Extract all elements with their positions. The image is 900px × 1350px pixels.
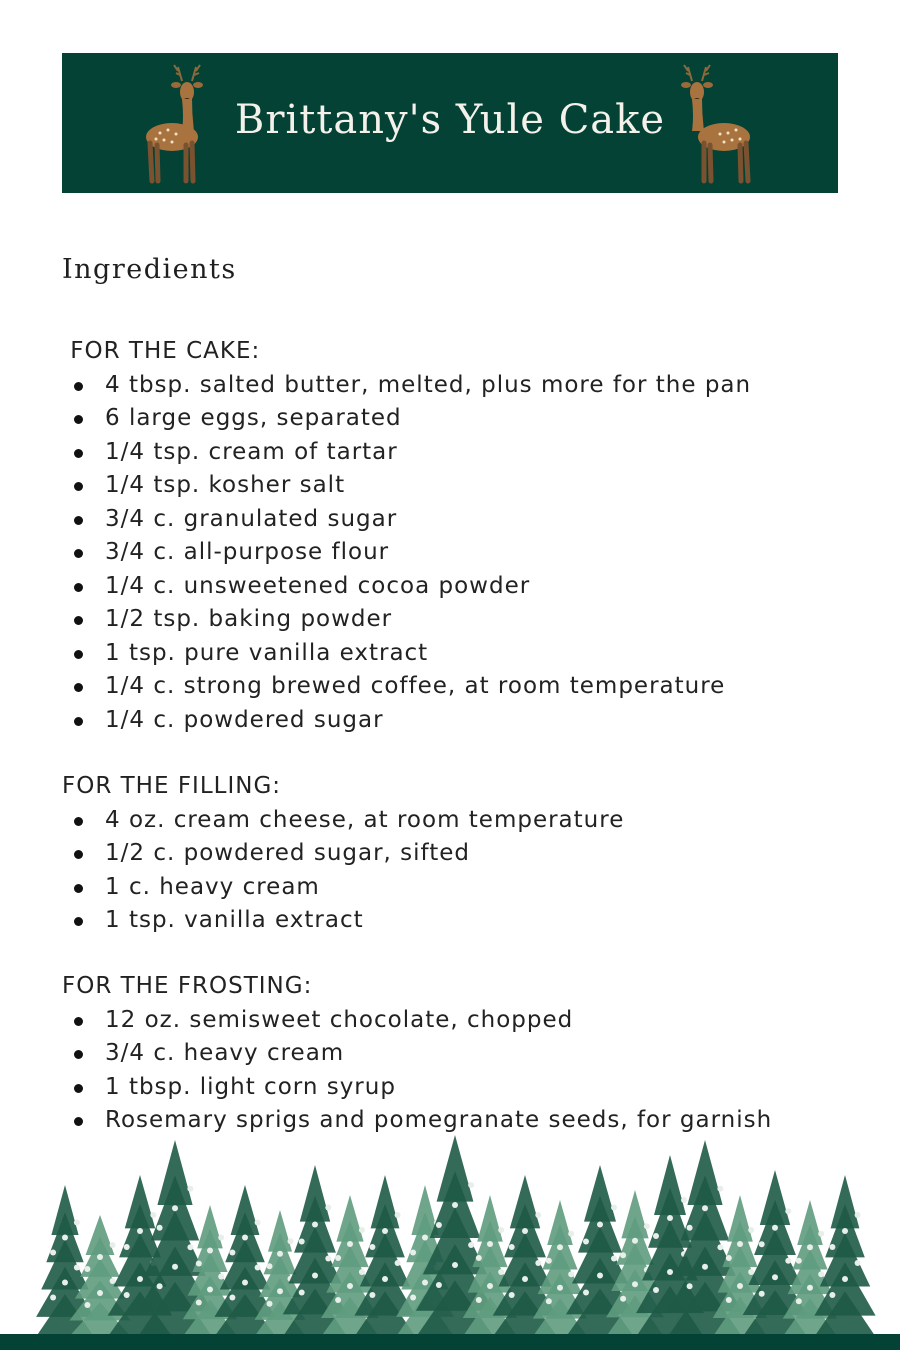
list-item: 4 tbsp. salted butter, melted, plus more for the pan — [62, 369, 862, 403]
list-item: 1/2 tsp. baking powder — [62, 603, 862, 637]
list-item: 1 tsp. vanilla extract — [62, 904, 862, 938]
ingredients-heading: Ingredients — [62, 254, 237, 285]
section-filling — [62, 770, 862, 938]
list-item: 1/4 c. powdered sugar — [62, 704, 862, 738]
section-label: FOR THE FILLING: — [62, 773, 282, 799]
section-label: FOR THE FROSTING: — [62, 973, 313, 999]
list-item: 1 tsp. pure vanilla extract — [62, 637, 862, 671]
bullet-icon — [74, 382, 83, 391]
bullet-icon — [74, 1084, 83, 1093]
bullet-icon — [74, 583, 83, 592]
title-banner — [62, 53, 838, 193]
list-item: 1/2 c. powdered sugar, sifted — [62, 837, 862, 871]
bullet-icon — [74, 850, 83, 859]
recipe-title: Brittany's Yule Cake — [234, 97, 666, 143]
bullet-icon — [74, 683, 83, 692]
list-item: 6 large eggs, separated — [62, 402, 862, 436]
list-item: 1/4 c. strong brewed coffee, at room temperature — [62, 670, 862, 704]
ingredient-list — [62, 369, 862, 738]
bullet-icon — [74, 516, 83, 525]
list-item: 1 c. heavy cream — [62, 871, 862, 905]
bullet-icon — [74, 1117, 83, 1126]
list-item: 1/4 tsp. cream of tartar — [62, 436, 862, 470]
list-item: 1 tbsp. light corn syrup — [62, 1071, 862, 1105]
footer-bar — [0, 1334, 900, 1350]
bullet-icon — [74, 717, 83, 726]
bullet-icon — [74, 1050, 83, 1059]
list-item: 3/4 c. all-purpose flour — [62, 536, 862, 570]
list-item: 12 oz. semisweet chocolate, chopped — [62, 1004, 862, 1038]
bullet-icon — [74, 884, 83, 893]
section-label: FOR THE CAKE: — [62, 338, 261, 364]
list-item: 1/4 tsp. kosher salt — [62, 469, 862, 503]
bullet-icon — [74, 917, 83, 926]
section-cake — [62, 335, 862, 737]
section-frosting — [62, 970, 862, 1138]
bullet-icon — [74, 415, 83, 424]
list-item: Rosemary sprigs and pomegranate seeds, for garnish — [62, 1104, 862, 1138]
bullet-icon — [74, 482, 83, 491]
bullet-icon — [74, 817, 83, 826]
ingredient-list — [62, 804, 862, 938]
list-item: 3/4 c. heavy cream — [62, 1037, 862, 1071]
bullet-icon — [74, 549, 83, 558]
list-item: 1/4 c. unsweetened cocoa powder — [62, 570, 862, 604]
bullet-icon — [74, 1017, 83, 1026]
ingredient-list — [62, 1004, 862, 1138]
pine-forest-illustration — [0, 1135, 900, 1340]
deer-icon — [678, 61, 768, 187]
bullet-icon — [74, 449, 83, 458]
bullet-icon — [74, 616, 83, 625]
list-item: 3/4 c. granulated sugar — [62, 503, 862, 537]
list-item: 4 oz. cream cheese, at room temperature — [62, 804, 862, 838]
bullet-icon — [74, 650, 83, 659]
